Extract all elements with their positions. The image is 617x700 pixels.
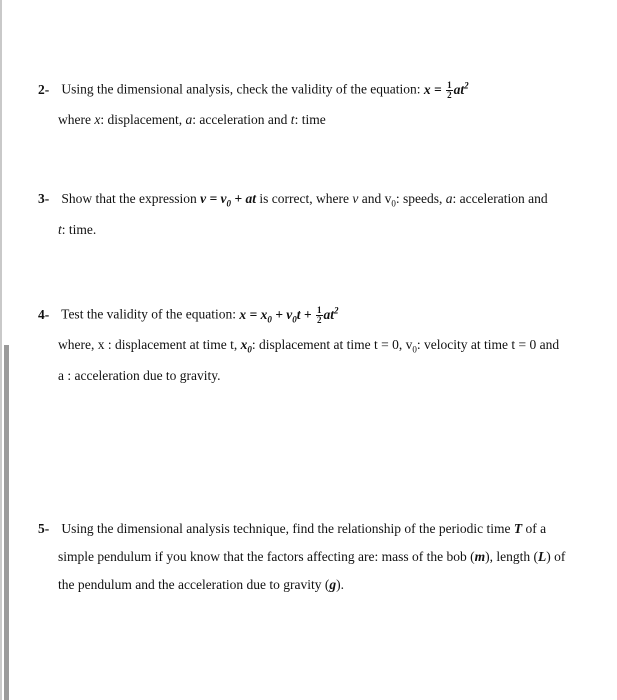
variable: x: [240, 337, 248, 353]
fraction: [446, 81, 453, 100]
text: : time: [294, 111, 326, 127]
question-5: [38, 515, 608, 599]
equation-part: at: [323, 306, 335, 322]
subscript: 0: [412, 344, 417, 355]
question-2-line-2: [38, 107, 608, 133]
fraction-numerator: 1: [317, 304, 322, 315]
equation-lhs: x =: [423, 81, 442, 97]
question-3: [38, 186, 608, 243]
question-3-line-1: [38, 186, 608, 217]
question-5-line-1: [38, 515, 608, 543]
equation-power: 2: [334, 305, 339, 315]
equation-part: v = v: [200, 191, 227, 206]
question-text: Using the dimensional analysis, check the validity of the equation:: [61, 81, 421, 97]
subscript: 0: [292, 314, 297, 325]
text: Using the dimensional analysis technique, find the relationship of the periodic time: [61, 521, 514, 536]
question-number: 2-: [38, 81, 50, 97]
question-5-line-2: [38, 543, 608, 571]
page-left-border: [0, 0, 2, 700]
variable: v: [352, 191, 359, 206]
text: : displacement,: [100, 111, 186, 127]
subscript: 0: [247, 344, 252, 355]
question-number: 4-: [38, 306, 50, 322]
subscript: 0: [267, 314, 272, 325]
variable: T: [513, 521, 523, 536]
equation-rhs: at: [453, 81, 465, 97]
text: simple pendulum if you know that the factors affecting are: mass of the bob (: [58, 549, 475, 564]
text: ) of: [546, 549, 566, 564]
question-5-line-3: [38, 571, 608, 599]
question-3-line-2: [38, 217, 608, 243]
fraction: [316, 306, 323, 325]
text: where, x : displacement at time t,: [58, 337, 241, 353]
text: ), length (: [485, 549, 539, 564]
question-2-line-1: [38, 72, 608, 103]
variable: x: [94, 111, 101, 127]
text: and v: [358, 191, 392, 206]
question-4-line-2: [38, 332, 608, 363]
variable: t: [58, 221, 62, 237]
text: : displacement at time t = 0, v: [251, 337, 413, 353]
text: Test the validity of the equation:: [61, 306, 240, 322]
text: ).: [336, 577, 345, 592]
variable: g: [329, 577, 337, 592]
variable: L: [538, 549, 547, 564]
subscript: 0: [391, 198, 396, 209]
equation-part: x = x: [239, 306, 268, 322]
text: : acceleration and: [192, 111, 291, 127]
equation-part: + v: [271, 306, 293, 322]
subscript: 0: [226, 198, 232, 209]
text: : time.: [61, 221, 97, 237]
fraction-denominator: 2: [317, 314, 322, 325]
fraction-numerator: 1: [447, 79, 452, 90]
text: : velocity at time t = 0 and: [416, 337, 560, 353]
question-number: 5-: [38, 521, 50, 536]
fraction-denominator: 2: [447, 89, 452, 100]
equation: [200, 191, 256, 209]
text: the pendulum and the acceleration due to gravity (: [58, 577, 330, 592]
variable: a: [445, 191, 453, 206]
variable: m: [474, 549, 486, 564]
text: where: [58, 111, 95, 127]
text: : speeds,: [395, 191, 446, 206]
text: Show that the expression: [61, 191, 201, 206]
scrollbar-track[interactable]: [4, 345, 9, 700]
question-2: [38, 72, 608, 133]
equation: [423, 79, 469, 100]
question-4-line-1: [38, 297, 608, 332]
variable: a: [185, 111, 193, 127]
equation-part: t +: [296, 306, 315, 322]
equation-power: 2: [464, 80, 469, 90]
variable: t: [290, 111, 295, 127]
text: is correct, where: [256, 191, 353, 206]
question-number: 3-: [38, 191, 50, 206]
text: : acceleration and: [452, 191, 548, 206]
text: a : acceleration due to gravity.: [58, 367, 221, 383]
equation-part: + at: [231, 191, 256, 206]
text: of a: [522, 521, 547, 536]
question-4-line-3: [38, 363, 608, 389]
equation: [239, 304, 339, 325]
question-4: [38, 297, 608, 389]
